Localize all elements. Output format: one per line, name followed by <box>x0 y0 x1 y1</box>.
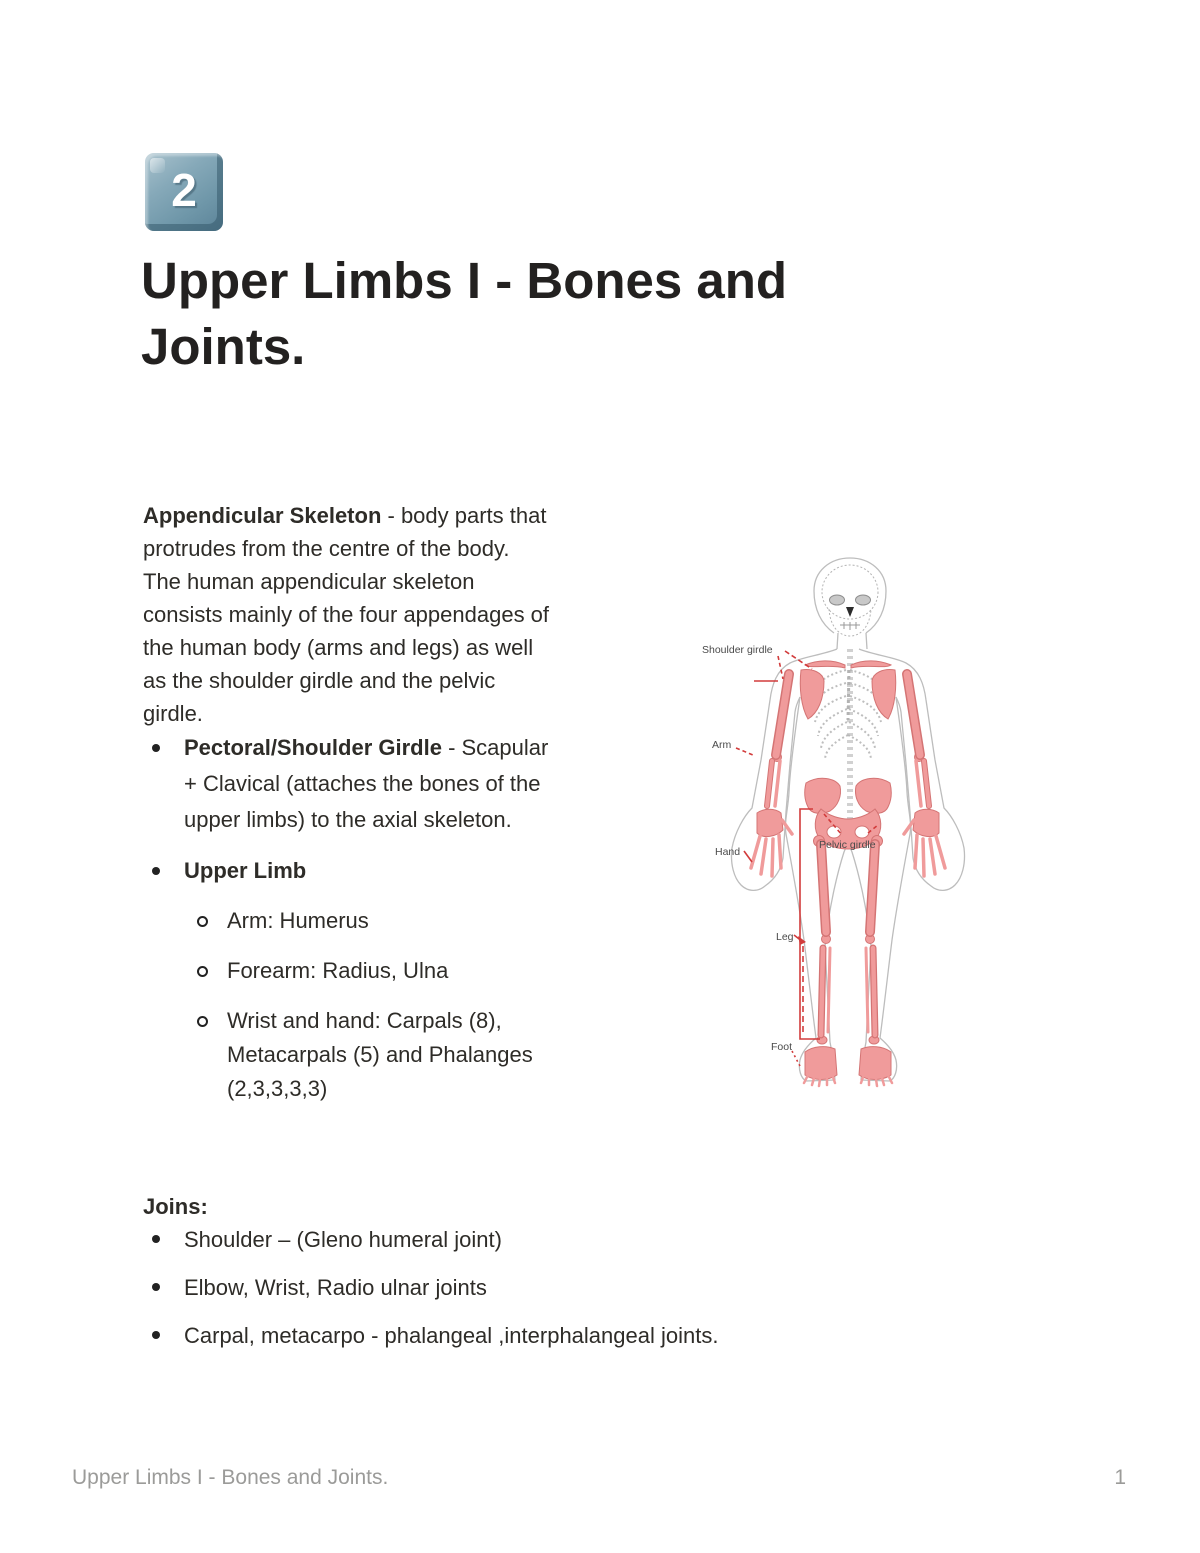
list-item <box>143 954 617 988</box>
list-item <box>143 1004 617 1106</box>
bullet-list <box>143 730 617 889</box>
bullet-disc-icon <box>152 744 160 752</box>
bold-lead: Pectoral/Shoulder Girdle <box>184 735 442 760</box>
intro-paragraph <box>143 499 617 730</box>
text-line: The human appendicular skeleton <box>143 569 475 594</box>
text-line: Carpal, metacarpo - phalangeal ,interphalangeal joints. <box>184 1323 719 1348</box>
text-line: Shoulder – (Gleno humeral joint) <box>184 1227 502 1252</box>
list-item <box>143 1271 1083 1304</box>
figure-label-shoulder-girdle: Shoulder girdle <box>702 644 773 656</box>
bullet-disc-icon <box>152 1235 160 1243</box>
list-item <box>143 1223 1083 1256</box>
list-item <box>143 904 617 938</box>
figure-label-leg: Leg <box>776 931 794 943</box>
joins-list <box>143 1223 1083 1352</box>
joins-section <box>143 1190 1083 1367</box>
list-item-text <box>227 1004 533 1106</box>
list-item <box>143 853 617 889</box>
intro-section <box>143 499 617 1122</box>
sub-bullet-list <box>143 904 617 1106</box>
title-line: Joints. <box>141 318 306 375</box>
text-line: upper limbs) to the axial skeleton. <box>184 807 512 832</box>
keycap-digit: 2 <box>171 164 197 216</box>
figure-label-foot: Foot <box>771 1041 793 1053</box>
text-line: Metacarpals (5) and Phalanges <box>227 1042 533 1067</box>
text-line: Wrist and hand: Carpals (8), <box>227 1008 502 1033</box>
list-item-text <box>184 853 306 889</box>
text-line: the human body (arms and legs) as well <box>143 635 534 660</box>
bullet-disc-icon <box>152 867 160 875</box>
text-line <box>184 730 548 766</box>
lead-rest: - Scapular <box>441 735 549 760</box>
title-line: Upper Limbs I - Bones and <box>141 252 788 309</box>
text-line: (2,3,3,3,3) <box>227 1076 328 1101</box>
text-line: consists mainly of the four appendages of <box>143 602 550 627</box>
footer-page-number: 1 <box>1114 1466 1126 1489</box>
text-line: + Clavical (attaches the bones of the <box>184 771 541 796</box>
lead-rest: - body parts that <box>381 503 547 528</box>
figure-label-hand: Hand <box>715 846 741 858</box>
text-line <box>184 853 306 889</box>
text-line: girdle. <box>143 701 203 726</box>
bullet-disc-icon <box>152 1331 160 1339</box>
bullet-ring-icon <box>197 1016 208 1027</box>
list-item-text <box>227 954 448 988</box>
bold-lead: Upper Limb <box>184 858 307 883</box>
joins-heading: Joins: <box>143 1194 208 1219</box>
bold-lead: Appendicular Skeleton <box>143 503 382 528</box>
text-line: Elbow, Wrist, Radio ulnar joints <box>184 1275 487 1300</box>
text-line: Arm: Humerus <box>227 908 369 933</box>
list-item <box>143 730 617 838</box>
text-line: protrudes from the centre of the body. <box>143 536 510 561</box>
bullet-ring-icon <box>197 916 208 927</box>
list-item <box>143 1319 1083 1352</box>
list-item-text <box>227 904 369 938</box>
figure-label-arm: Arm <box>712 739 732 751</box>
page-footer <box>72 1466 1126 1490</box>
appendicular-bones <box>751 661 945 1086</box>
appendicular-skeleton-figure <box>672 552 992 1102</box>
page-title <box>141 248 787 380</box>
keycap-2-icon <box>145 153 223 231</box>
text-line: Forearm: Radius, Ulna <box>227 958 449 983</box>
bullet-disc-icon <box>152 1283 160 1291</box>
footer-doc-title: Upper Limbs I - Bones and Joints. <box>72 1466 389 1489</box>
list-item-text <box>184 730 548 838</box>
text-line <box>143 499 617 532</box>
figure-label-pelvic-girdle: Pelvic girdle <box>819 839 876 851</box>
text-line: as the shoulder girdle and the pelvic <box>143 668 496 693</box>
bullet-ring-icon <box>197 966 208 977</box>
